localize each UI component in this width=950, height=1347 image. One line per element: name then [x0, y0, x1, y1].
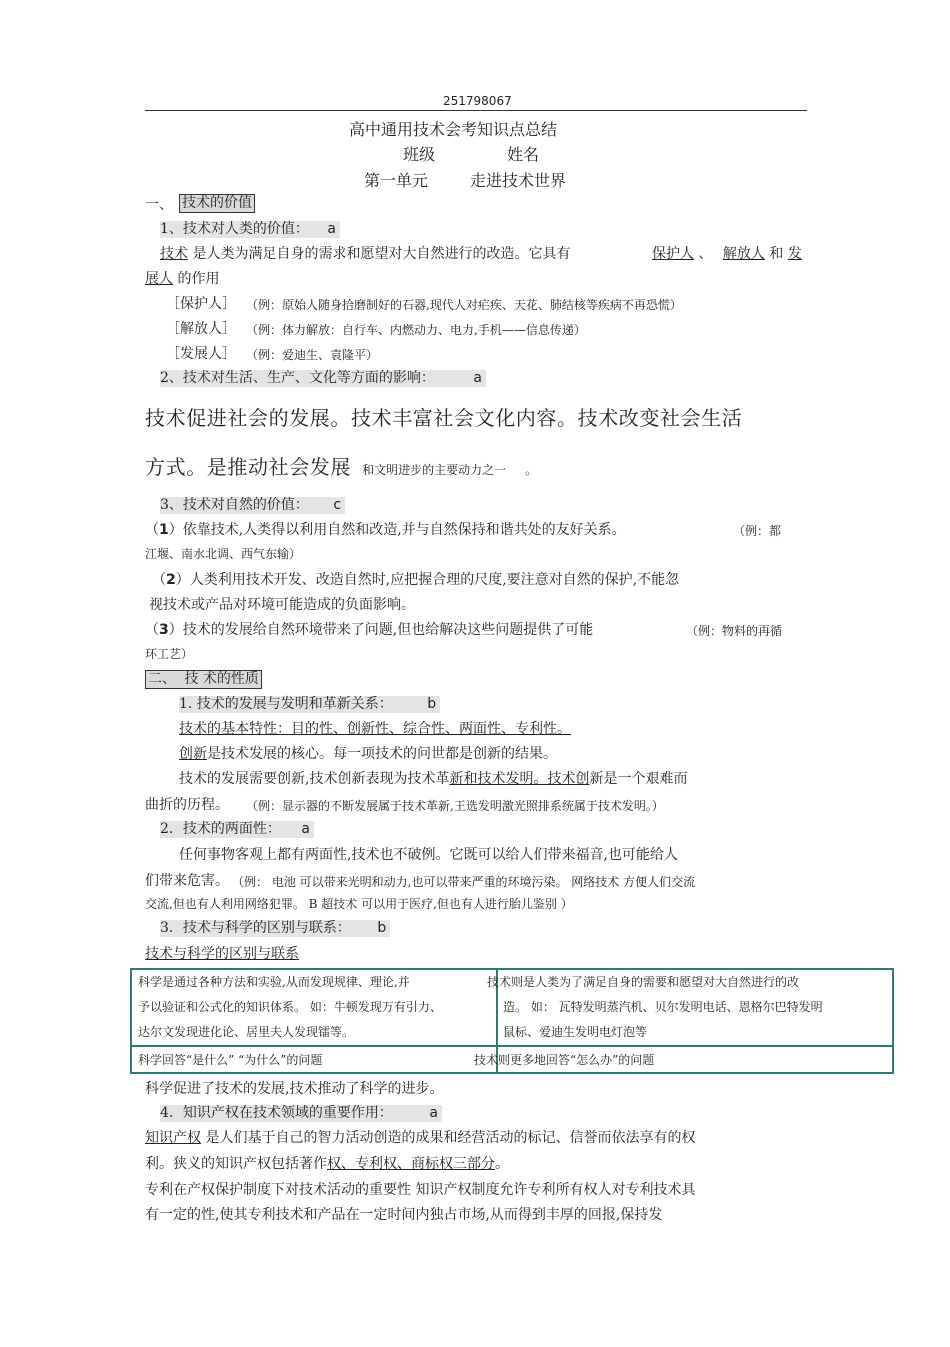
table-science-line-3: 达尔文发现进化论、居里夫人发现镭等。: [138, 1025, 355, 1039]
example-develop-text: （例：爱迪生、袁隆平）: [246, 348, 379, 362]
page-title: 高中通用技术会考知识点总结: [349, 120, 558, 139]
point-number: 3: [159, 622, 169, 638]
paren: （: [145, 622, 159, 638]
roles-line: [652, 246, 802, 263]
item-2-3-grade: b: [377, 920, 387, 936]
definition-text: 是人类为满足自身的需求和愿望对大自然进行的改造。它具有: [188, 246, 571, 262]
table-tech-line-2: 造。 如： 瓦特发明蒸汽机、贝尔发明电话、恩格尔巴特发明: [503, 1000, 823, 1014]
impact-text: 方式。是推动社会发展: [145, 455, 351, 479]
section-2-heading: [145, 670, 262, 689]
ip-definition-line-1: [145, 1130, 695, 1147]
item-1-1-label: 1、技术对人类的价值：: [160, 221, 309, 237]
table-science-line-2: 予以验证和公式化的知识体系。 如：牛顿发现万有引力、: [138, 1000, 442, 1014]
table-tech-line-3: 鼠标、爱迪生发明电灯泡等: [503, 1025, 648, 1039]
ip-text: 是人们基于自己的智力活动创造的成果和经营活动的标记、信誉而依法享有的权: [201, 1130, 696, 1146]
section-2-title: 技 术的性质: [184, 671, 259, 687]
item-2-3-label: 3．技术与科学的区别与联系：: [160, 920, 351, 936]
nature-point-1-example-cont: 江堰、南水北调、西气东输）: [145, 547, 302, 561]
science-tech-relation: 科学促进了技术的发展,技术推动了科学的进步。: [145, 1081, 444, 1097]
item-2-1: [179, 696, 440, 713]
nature-point-3-example-cont: 环工艺）: [145, 647, 194, 661]
item-1-3: [160, 497, 345, 514]
tech-definition-line-1: [160, 246, 570, 263]
definition-end: 的作用: [173, 271, 220, 287]
nature-point-3: [145, 622, 593, 639]
point-number: 1: [159, 522, 169, 538]
role-protect: 保护人: [652, 246, 694, 262]
point-text: ）技术的发展给自然环境带来了问题,但也给解决这些问题提供了可能: [168, 622, 594, 638]
nature-point-3-example: （例：物料的再循: [686, 624, 783, 638]
item-2-3: [160, 920, 390, 937]
name-label: 姓名: [507, 145, 540, 164]
role-liberate: 解放人: [722, 246, 765, 262]
unit-name: 走进技术世界: [470, 171, 567, 190]
item-2-2-label: 2．技术的两面性：: [160, 821, 281, 837]
item-2-4-label: 4．知识产权在技术领域的重要作用：: [160, 1105, 393, 1121]
section-1-number: 一、: [145, 197, 173, 213]
innovation-forms-line: [179, 771, 687, 788]
section-1-title: 技术的价值: [179, 194, 255, 213]
table-tech-answers: 技术则更多地回答“怎么办”的问题: [474, 1053, 655, 1067]
duality-example-cont: 交流,但也有人利用网络犯罪。 B 超技术 可以用于医疗,但也有人进行胎儿鉴别 ）: [145, 897, 573, 911]
science-tech-heading: 技术与科学的区别与联系: [145, 946, 299, 962]
tech-characteristics: 技术的基本特性：目的性、创新性、综合性、两面性、专利性。: [179, 721, 571, 737]
nature-point-1-example: （例：都: [733, 524, 782, 538]
impact-paragraph-line-1: 技术促进社会的发展。技术丰富社会文化内容。技术改变社会生活: [145, 406, 743, 430]
item-2-2-grade: a: [301, 821, 310, 837]
impact-paragraph-line-2: [145, 455, 537, 479]
item-2-1-grade: b: [427, 696, 437, 712]
innovation-process: 曲折的历程。: [145, 797, 229, 813]
role-develop-end: 展人: [145, 271, 173, 287]
text: 利。狭义的知识产权包括著作: [145, 1156, 327, 1172]
paren: （: [152, 572, 166, 588]
point-text: ）人类利用技术开发、改造自然时,应把握合理的尺度,要注意对自然的保护,不能忽: [175, 572, 680, 588]
duality-line-2: 们带来危害。: [145, 873, 229, 889]
impact-period: 。: [525, 463, 538, 477]
text: 权三部分: [439, 1156, 495, 1172]
term-ip: 知识产权: [145, 1130, 201, 1146]
text: 权、专利: [327, 1156, 383, 1172]
nature-point-2-cont: 视技术或产品对环境可能造成的负面影响。: [149, 597, 415, 613]
item-1-3-label: 3、技术对自然的价值：: [160, 497, 309, 513]
term-innovation: 创新: [179, 746, 207, 762]
example-protect-text: （例：原始人随身拾磨制好的石器,现代人对疟疾、天花、肺结核等疾病不再恐慌）: [246, 298, 682, 312]
sep: 和: [764, 246, 788, 262]
duality-example: （例： 电池 可以带来光明和动力,也可以带来严重的环境污染。 网络技术 方便人们交流: [232, 875, 696, 889]
paren: （: [145, 522, 159, 538]
patent-line-1: 专利在产权保护制度下对技术活动的重要性 知识产权制度允许专利所有权人对专利技术具: [145, 1182, 696, 1198]
item-1-2-grade: a: [473, 370, 482, 386]
item-1-1-grade: a: [327, 221, 336, 237]
nature-point-2: [152, 572, 679, 589]
text: 明。技术创: [519, 771, 590, 787]
example-protect-tag: ［保护人］: [166, 296, 236, 312]
item-2-1-label: 1. 技术的发展与发明和革新关系：: [179, 696, 393, 712]
item-2-2: [160, 821, 314, 838]
table-science-line-1: 科学是通过各种方法和实验,从而发现规律、理论,并: [138, 975, 410, 989]
innovation-line: [179, 746, 557, 763]
text: 新和技术发: [449, 771, 520, 787]
table-tech-line-1: 技术则是人类为了满足自身的需要和愿望对大自然进行的改: [487, 975, 800, 989]
item-1-2: [160, 370, 486, 387]
table-row-divider: [130, 1045, 894, 1047]
text: 技术的发展需要创新,技术创新表现为技术革: [179, 771, 450, 787]
example-develop-tag: ［发展人］: [166, 346, 236, 362]
duality-line-1: 任何事物客观上都有两面性,技术也不破例。它既可以给人们带来福音,也可能给人: [179, 847, 678, 863]
example-liberate-text: （例：体力解放：自行车、内燃动力、电力,手机——信息传递）: [246, 323, 586, 337]
example-liberate-tag: ［解放人］: [166, 321, 236, 337]
table-science-answers: 科学回答“是什么” “为什么”的问题: [138, 1053, 323, 1067]
patent-line-2: 有一定的性,使其专利技术和产品在一定时间内独占市场,从而得到丰厚的回报,保持发: [145, 1207, 663, 1223]
term-technology: 技术: [160, 246, 188, 262]
tech-definition-line-2: [145, 271, 219, 288]
document-id: 251798067: [443, 94, 512, 108]
point-number: 2: [166, 572, 176, 588]
innovation-example: （例：显示器的不断发展属于技术革新,王选发明激光照排系统属于技术发明。）: [246, 799, 664, 813]
sep: 、: [694, 246, 713, 262]
nature-point-1: [145, 522, 626, 539]
item-1-2-label: 2、技术对生活、生产、文化等方面的影响：: [160, 370, 435, 386]
section-2-number: 二、: [148, 671, 176, 687]
item-1-1: [160, 221, 340, 238]
class-label: 班级: [403, 145, 436, 164]
unit-number: 第一单元: [364, 171, 429, 190]
item-2-4-grade: a: [429, 1105, 438, 1121]
point-text: ）依靠技术,人类得以利用自然和改造,并与自然保持和谐共处的友好关系。: [168, 522, 626, 538]
innovation-text: 是技术发展的核心。每一项技术的问世都是创新的结果。: [207, 746, 557, 762]
header-rule: [145, 110, 807, 111]
text: 。: [495, 1156, 509, 1172]
item-2-4: [160, 1105, 442, 1122]
ip-definition-line-2: [145, 1156, 509, 1173]
impact-small-text: 和文明进步的主要动力之一: [362, 463, 507, 477]
role-develop-part: 发: [787, 246, 802, 262]
item-1-3-grade: c: [333, 497, 342, 513]
text: 权、商标: [383, 1156, 439, 1172]
text: 新是一个艰难而: [589, 771, 688, 787]
